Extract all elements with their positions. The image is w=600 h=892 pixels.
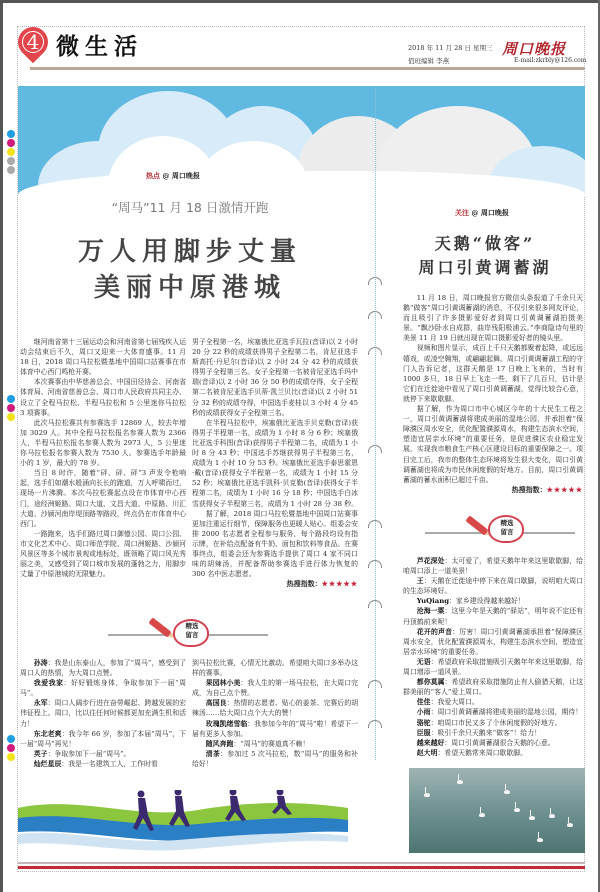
section-title: 微生活 <box>56 33 143 60</box>
swan-icon <box>424 793 430 797</box>
article2-paragraph: 视频和图片显示，成百上千只天鹅都聚着起降，或远远嬉戏，或凌空翱翔，或翩翩起舞。周口引黄调蓄湖工程的守门人告诉记者，这群天鹅是 17 日晚上飞来的，当时有 1000 多只，18 日早上飞走一些，剩下了几百只，估计是它们在迁徙途中看见了周口引黄调蓄湖，觉得比较合心意，就停下来歇歇脚。 <box>403 344 583 403</box>
contact-email[interactable]: E-mail:zkrbly@126.com <box>514 57 587 64</box>
article2-source-name: @ 周口晚报 <box>471 208 509 217</box>
comment-author: 小雨 <box>416 708 431 717</box>
magenta-registration-dot <box>7 404 15 412</box>
magenta-registration-dot <box>7 744 15 752</box>
comment-item <box>20 729 186 749</box>
comment-item <box>20 759 186 769</box>
comment-author: 无语 <box>416 657 431 666</box>
comment-author: 骆驼 <box>416 718 431 727</box>
binder-ring-icon <box>368 600 382 608</box>
comments-badge-label <box>491 519 523 537</box>
comment-text: 到马拉松比赛，心情无比激动。希望咱大周口多举办这样的赛事。 <box>192 659 358 678</box>
window-border-left <box>0 0 3 892</box>
comment-author: 果园林小美 <box>205 679 241 688</box>
article2-paragraph: 11 月 18 日，周口晚报官方微信头条报道了千余只天鹅“做客”周口引黄调蓄湖的消息，不仅引来很多网友评论，而且吸引了许多摄影爱好者到周口引黄调蓄湖拍摄美景。“飘沙卧水自成群，曲岸残阳极浦云。”李商隐诗句里的美景 11 月 19 日就出现在周口摄影爱好者的镜头里。 <box>403 294 583 343</box>
article1-headline-line2: 美丽中原港城 <box>93 273 286 303</box>
comment-item <box>20 749 186 759</box>
page-number: 4 <box>26 30 40 54</box>
issue-date: 2018 年 11 月 28 日 星期三 <box>408 44 493 52</box>
comment-item <box>192 719 358 739</box>
magenta-registration-dot <box>7 139 15 147</box>
article1-source-tag <box>146 171 200 181</box>
comment-item <box>403 718 583 728</box>
comment-text: ：天鹅在迁徙途中停下来在周口歇脚，说明咱大周口的生态环境好。 <box>403 577 584 596</box>
swan-icon <box>537 838 543 842</box>
comment-text: ：这里今年是天鹅的“驿站”，明年说不定还有丹顶鹤前来呢！ <box>403 607 584 626</box>
yellow-registration-dot <box>7 753 15 761</box>
comment-text: ：吸引千余只天鹅来“做客”！给力！ <box>430 728 541 737</box>
binder-ring-icon <box>368 560 382 568</box>
comment-author: 赵大明 <box>416 748 438 757</box>
comment-text: ：周口引黄调蓄湖很合天鹅的心意。 <box>444 738 555 747</box>
column-separator <box>375 90 376 760</box>
comment-text: ：我参加今年的“周马”啦！希望下一届有更多人参加。 <box>192 719 358 738</box>
article2-headline <box>395 232 575 280</box>
swan-icon <box>479 813 485 817</box>
comment-text: ：希望天鹅常来周口歇歇脚。 <box>437 748 528 757</box>
comment-author: 玫瑰凯绪雪临 <box>205 719 248 728</box>
swans-on-lake-photo <box>409 768 585 853</box>
comment-author: YuQiang <box>416 597 450 606</box>
swan-icon <box>549 814 555 818</box>
comment-author: 清茶 <box>205 749 221 758</box>
comment-author: 东北老爽 <box>33 729 62 738</box>
article2-comments <box>403 556 583 758</box>
duty-editor: 值班编辑 李燕 <box>408 57 450 65</box>
comment-text: ：太可爱了，希望天鹅年年来这里歇歇脚，给咱周口添上一道美景！ <box>403 557 584 576</box>
comment-text: ：我今年 66 岁，参加了本届“周马”，下一届“周马”再见！ <box>20 729 186 748</box>
masthead-logo: 周口晚报 <box>502 40 567 58</box>
comment-author: 越来越好 <box>416 738 445 747</box>
hot-index-stars-icon: ★★★★★ <box>321 579 358 589</box>
article1-column2 <box>192 337 358 589</box>
comment-item <box>20 698 186 728</box>
comments-badge-label <box>176 622 208 640</box>
comment-text: ：希望政府采取措施防止有人偷猎天鹅，让这群美丽的“客人”爱上周口。 <box>403 678 584 697</box>
comment-item <box>192 739 358 749</box>
comment-item <box>192 749 358 769</box>
article2-source-prefix: 关注 <box>455 208 469 217</box>
article1-paragraph: 在半程马拉松中，埃塞俄比亚选手贝克勒(音译)获得男子半程第一名，成绩为 1 小时 8 分 6 秒；埃塞俄比亚选手科图(音译)获得男子半程第二名，成绩为 1 小时 8 分 43 秒；中国选手苏继获得男子半程第三名，成绩为 1 小时 10 分 53 秒。埃塞俄比亚选手泰思霍恩·戴(音译)获得女子半程第一名，成绩为 1 小时 15 分 52 秒；埃塞俄比亚选手凯科·贝克勒(音译)获得女子半程第二名，成绩为 1 小时 16 分 18 秒；中国选手白冰雪获得女子半程第三名，成绩为 1 小时 28 分 38 秒。 <box>192 418 358 508</box>
comment-author: 沧海一粟 <box>416 607 445 616</box>
cyan-registration-dot <box>7 395 15 403</box>
article1-headline-line1: 万人用脚步丈量 <box>77 237 302 267</box>
comment-text: ：我是山东泰山人，参加了“周马”，感受到了周口人的热情，为大周口点赞。 <box>20 659 187 678</box>
badge-line2: 留言 <box>185 631 199 639</box>
comment-text: ：我人生的第一场马拉松，在大周口完成，为自己点个赞。 <box>192 679 359 698</box>
comment-text: ：争取参加下一届“周马”。 <box>47 749 131 758</box>
comment-author: 随风奔跑 <box>205 739 234 748</box>
comment-author: 王 <box>416 577 424 586</box>
comment-item <box>192 698 358 718</box>
header-divider <box>30 67 585 70</box>
article1-paragraph: 当日 8 时许，随着“砰、砰、砰”3 声发令枪响起，选手们如潮水般涌向长长的跑道，万人呼啸而过，现场一片沸腾。本次马拉松赛起点设在市体育中心西门，途经洲姬路、周口大道、文昌大道、中原路、川汇大道、沙颍河南岸堤顶路等路段，终点仍在市体育中心西门。 <box>20 469 186 528</box>
comment-item <box>403 606 583 626</box>
comment-text: ：好好锻炼身体，争取参加下一届“周马”。 <box>20 679 186 698</box>
article1-source-prefix: 热点 <box>146 171 160 180</box>
badge-line2: 留言 <box>500 528 514 536</box>
comment-item <box>403 738 583 748</box>
article1-headline <box>40 234 340 306</box>
footer-rule-thin <box>18 862 585 864</box>
comment-item <box>403 697 583 707</box>
article1-comments-col1 <box>20 658 186 769</box>
comment-author: 永军 <box>33 699 48 708</box>
comment-item <box>403 627 583 657</box>
article1-paragraph: 本次赛事由中华慈善总会、中国田径协会、河南省体育局、河南省慈善总会、周口市人民政府共同主办，设立了全程马拉松、半程马拉松和 5 公里迷你马拉松 3 项赛事。 <box>20 378 186 417</box>
article1-hot-index <box>192 579 358 589</box>
article2-source-tag <box>455 208 509 218</box>
comment-author: 我爱我家 <box>33 679 64 688</box>
comment-item <box>403 677 583 697</box>
article2-body <box>403 293 583 495</box>
article1-paragraph: 男子全程第一名，埃塞俄比亚选手瓦拉(音译)以 2 小时 20 分 22 秒的成绩获得男子全程第二名，肯尼亚选手斯高托·丹尼尔(音译)以 2 小时 24 分 42 秒的成绩获得男子全程第三名。女子全程第一名被肯尼亚选手玛中瑞(音译)以 2 小时 36 分 50 秒的成绩夺得，女子全程第二名被肯尼亚选手贝蒂·凯兰贝比(音译)以 2 小时 51 分 32 秒的成绩夺得，中国选手麦桂以 3 小时 4 分 45 秒的成绩获得女子全程第三名。 <box>192 338 358 417</box>
article1-paragraph: 此次马拉松赛共有参赛选手 12869 人，较去年增加 3029 人。其中全程马拉松报名参赛人数为 2366 人，半程马拉松报名参赛人数为 2973 人，5 公里迷你马拉松报名参赛人数为 7530 人。参赛选手年龄最小的 1 岁，最大的 78 岁。 <box>20 418 186 468</box>
window-border-top <box>0 0 600 3</box>
comment-item <box>403 596 583 606</box>
comment-author: 灿烂星辰 <box>33 759 62 768</box>
comment-author: 佳佳 <box>416 698 431 707</box>
comment-author: 高国良 <box>205 699 227 708</box>
grey-registration-dot <box>7 157 15 165</box>
cyan-registration-dot <box>7 130 15 138</box>
hot-index-stars-icon: ★★★★★ <box>546 484 583 494</box>
article1-paragraph: 据了解，2018 周口马拉松暨基地中国周口站赛事更加注重运行细节，保障服务也更暖人贴心。组委会安排 2000 名志愿者全程参与服务，每个路段均设有指示牌，在补给点配备有牛奶、面包和饮料等食品。在赛事终点，组委会还为参赛选手提供了周口 4 家不同口味的胡辣汤，并配备帮助参赛选手进行体力恢复的 300 名中医志愿者。 <box>192 509 358 579</box>
yellow-registration-dot <box>7 148 15 156</box>
comment-item <box>403 556 583 576</box>
comment-item <box>192 658 358 678</box>
comment-item <box>403 657 583 677</box>
article2-headline-line2: 周口引黄调蓄湖 <box>418 258 552 277</box>
comment-author: 都你莫属 <box>416 678 445 687</box>
comment-item <box>403 748 583 758</box>
comment-text: ：我是一名建筑工人，工作时看 <box>61 759 158 768</box>
binder-ring-icon <box>368 277 382 285</box>
binder-ring-icon <box>368 520 382 528</box>
comment-item <box>20 678 186 698</box>
swan-icon <box>514 808 520 812</box>
comment-text: ：周口引黄调蓄湖将建成美丽的湿地公园，期待！ <box>430 708 583 717</box>
binder-ring-icon <box>368 347 382 355</box>
comment-author: 芦花深处 <box>416 557 445 565</box>
comment-item <box>403 707 583 717</box>
article1-paragraph: 继河南省第十三届运动会和河南省第七届残疾人运动会结束后不久，周口又迎来一大体育盛事。11 月 18 日，2018 周口马拉松暨基地中国周口站赛事在市体育中心西门鸣枪开赛。 <box>20 338 186 377</box>
comment-author: 花开的声音 <box>416 627 453 636</box>
badge-line1: 精选 <box>185 622 199 630</box>
comment-text: ：“周马”的赛道真不赖！ <box>233 739 310 748</box>
comment-text: ：希望政府采取措施吸引天鹅年年来这里歇脚，给周口增添一道风景。 <box>403 657 584 677</box>
comment-text: ：家乡建设得越来越好！ <box>449 597 525 606</box>
article2-hot-index <box>403 485 583 495</box>
comment-text: ：我爱大周口。 <box>430 698 479 707</box>
hot-index-label: 热搜指数： <box>511 484 547 494</box>
comment-item <box>192 678 358 698</box>
article1-subtitle: “周马”11 月 18 日激情开跑 <box>111 200 269 215</box>
article1-column1 <box>20 337 186 579</box>
comment-author: 英子 <box>33 749 48 758</box>
article2-paragraph: 据了解，作为周口市中心城区今年的十大民生工程之一，周口引黄调蓄湖将建成美丽的湿地公园，并承担着“保障濮区周水安全，优化配置濮源周水，构建生态滨水空间，塑造宜居亲水环境”的重要任务，是促进濮区农业稳定发展、实现我市粮食生产核心区建设目标的重要保障之一。项目完工后，我市的整体生态环境将发生很大变化，周口引黄调蓄湖也将成为市民休闲度假的好地方。目前，周口引黄调蓄湖的蓄水面积已超过千亩。 <box>403 405 583 484</box>
article2-headline-line1: 天鹅“做客” <box>434 234 536 253</box>
article1-comments-col2 <box>192 658 358 769</box>
swan-icon <box>504 790 510 794</box>
comment-text: ：热情的志愿者、贴心的姜茶、完赛后的胡辣汤……给大周口点个大大的赞！ <box>192 699 359 718</box>
hot-index-label: 热搜指数： <box>286 579 322 589</box>
swan-icon <box>457 780 463 784</box>
comment-item <box>403 576 583 596</box>
comment-author: 臣服 <box>416 728 431 737</box>
comment-item <box>20 658 186 678</box>
footer-rule-red <box>18 866 585 869</box>
article1-paragraph: 一路跑来，选手们路过周口御憶公园、周口公园、市文化艺术中心、周口师范学院、周口洲姬路、沙颍河风景区等多个城市景观或地标处，既领略了周口风光秀丽之美，又感受到了周口城市发展的蓬勃之力，用脚步丈量了中原港城的无限魅力。 <box>20 529 186 579</box>
swan-icon <box>529 816 535 820</box>
comment-text: ：参加过 5 次马拉松，数“周马”的服务和补给好！ <box>192 749 358 768</box>
binder-ring-icon <box>368 680 382 688</box>
binder-ring-icon <box>368 311 382 319</box>
badge-line1: 精选 <box>500 519 514 527</box>
sky-cloud-banner <box>18 86 585 196</box>
swan-icon <box>567 823 573 827</box>
yellow-registration-dot <box>7 413 15 421</box>
cyan-registration-dot <box>7 735 15 743</box>
comment-text: ：周口人阔步行进在奋勞崛起、跨越发展的宏伟征程上。周口，比以往任何时候都更加充满生机和活力！ <box>20 699 187 728</box>
article1-source-name: @ 周口晚报 <box>162 171 200 180</box>
marathon-runners-illustration <box>18 790 348 855</box>
grey-registration-dot <box>7 166 15 174</box>
comment-item <box>403 728 583 738</box>
comment-author: 孙涛 <box>33 659 48 667</box>
binder-ring-icon <box>368 445 382 453</box>
binder-ring-icon <box>368 720 382 728</box>
comment-text: ：厉害！周口引黄调蓄湖承担着“保障濮区周水安全，优化配置濮源周水，构建生态滨水空间，塑造宜居亲水环境”的重要任务。 <box>403 627 584 656</box>
runners-ribbon-graphic <box>18 790 348 855</box>
comment-text: ：咱周口市民又多了个休闲度假的好地方。 <box>430 718 562 727</box>
